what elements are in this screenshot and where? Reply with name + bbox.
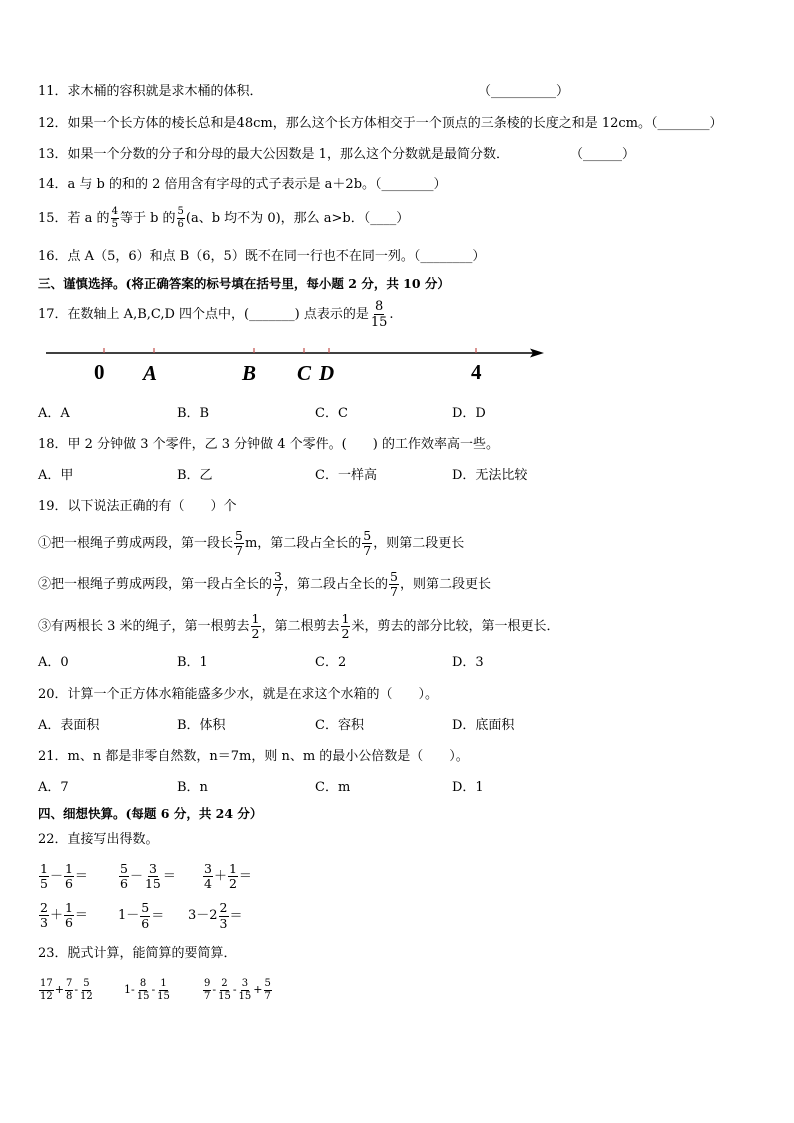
q19-statement-1: [38, 524, 464, 564]
denominator: 2: [251, 626, 260, 641]
fraction: [362, 527, 372, 558]
numerator: 2: [40, 899, 48, 915]
denominator: 7: [264, 990, 271, 1002]
question-13: [38, 147, 509, 163]
q23-expr-2: [124, 970, 172, 1010]
equals-sign: ＝: [151, 908, 165, 924]
statement-3-text-b: ，第二根剪去: [261, 619, 340, 634]
q17-option-d[interactable]: D．D: [452, 406, 486, 421]
q20-option-a[interactable]: A．表面积: [38, 718, 100, 733]
numerator: 1: [64, 860, 73, 876]
denominator: 7: [204, 990, 211, 1002]
fraction: [144, 860, 162, 891]
number-line-ticks: [104, 348, 476, 353]
fraction: [140, 902, 150, 930]
operator: +: [253, 983, 263, 996]
denominator: 12: [40, 990, 53, 1002]
q22-expr-4: [38, 896, 88, 936]
numerator: 3: [274, 568, 282, 584]
q21-option-d[interactable]: D．1: [452, 780, 484, 795]
statement-2-text-b: ，第二段占全长的: [283, 577, 388, 592]
numerator: 1: [64, 899, 73, 915]
q17-option-b[interactable]: B．B: [177, 406, 210, 421]
numerator: 5: [141, 900, 150, 915]
denominator: 15: [144, 876, 161, 891]
numerator: 1: [228, 860, 237, 876]
question-17-text: 17．在数轴上 A,B,C,D 四个点中，(_______) 点表示的是: [38, 307, 369, 322]
q19-statement-2: [38, 565, 491, 605]
denominator: 15: [370, 315, 388, 330]
numerator: 8: [374, 299, 384, 314]
denominator: 6: [177, 219, 184, 230]
fraction: [219, 902, 229, 930]
expression-prefix: 1－: [118, 908, 140, 923]
denominator: 6: [141, 915, 150, 931]
numerator: 8: [139, 977, 147, 989]
q18-option-a[interactable]: A．甲: [38, 468, 74, 483]
fraction: [228, 860, 238, 891]
fraction: [203, 860, 213, 891]
denominator: 3: [40, 915, 48, 930]
denominator: 2: [341, 626, 350, 641]
question-21: [38, 749, 469, 765]
denominator: 3: [219, 915, 228, 931]
question-11-blank-text: （__________）: [478, 84, 570, 99]
numerator: 3: [148, 860, 157, 876]
q19-option-c[interactable]: C．2: [315, 655, 347, 670]
question-12-text: 12．如果一个长方体的棱长总和是48cm，那么这个长方体相交于一个顶点的三条棱的长度之和是 12cm。（________）: [38, 116, 723, 131]
fraction: [79, 979, 94, 1002]
fraction: [238, 979, 253, 1002]
fraction: [234, 527, 244, 558]
q23-expr-1: [38, 970, 95, 1010]
q18-option-d[interactable]: D．无法比较: [452, 468, 528, 483]
denominator: 8: [65, 990, 73, 1002]
fraction: [65, 979, 73, 1002]
q18-option-b[interactable]: B．乙: [177, 468, 213, 483]
statement-2-text-c: ，则第二段更长: [399, 577, 491, 592]
operator: ＋: [213, 869, 227, 884]
fraction: [39, 899, 49, 930]
number-line-label-D: D: [319, 361, 335, 385]
denominator: 12: [80, 990, 93, 1002]
numerator: 9: [204, 977, 211, 989]
question-11: [38, 84, 263, 100]
numerator: 1: [160, 977, 167, 989]
section-3-title: [38, 276, 450, 292]
question-11-answer-blank[interactable]: [478, 84, 569, 100]
question-13-text: 13．如果一个分数的分子和分母的最大公因数是 1，那么这个分数就是最简分数．: [38, 147, 509, 162]
fraction: [64, 860, 74, 891]
denominator: 15: [238, 990, 252, 1002]
q20-option-d[interactable]: D．底面积: [452, 718, 515, 733]
q21-option-b[interactable]: B．n: [177, 780, 208, 795]
denominator: 7: [389, 584, 398, 599]
fraction: [273, 568, 283, 599]
operator: －: [129, 869, 143, 884]
question-22-text: 22．直接写出得数。: [38, 832, 159, 847]
number-line-label-4: 4: [471, 360, 482, 384]
question-18: [38, 437, 499, 453]
fraction: [370, 300, 389, 329]
q18-option-c[interactable]: C．一样高: [315, 468, 377, 483]
question-11-text: 11．求木桶的容积就是求木桶的体积．: [38, 84, 263, 99]
numerator: 2: [221, 977, 228, 989]
numerator: 5: [264, 977, 271, 989]
section-4-title-text: 四、细想快算。(每题 6 分，共 24 分）: [38, 806, 263, 821]
q21-option-a[interactable]: A．7: [38, 780, 69, 795]
expression-prefix: 3－2: [188, 908, 218, 923]
denominator: 7: [363, 543, 372, 558]
q22-expr-5: [118, 896, 164, 937]
denominator: 4: [204, 876, 212, 891]
question-19: [38, 499, 237, 515]
equals-sign: ＝: [229, 908, 243, 924]
question-15-text-c: (a、b 均不为 0)，那么 a>b．（____）: [185, 211, 410, 226]
q19-option-a[interactable]: A．0: [38, 655, 69, 670]
section-3-title-text: 三、谨慎选择。(将正确答案的标号填在括号里，每小题 2 分，共 10 分）: [38, 276, 450, 291]
denominator: 15: [136, 990, 150, 1002]
number-line-label-0: 0: [94, 360, 105, 384]
numerator: 4: [111, 206, 118, 217]
expression-prefix: 1-: [124, 983, 135, 996]
operator: －: [49, 869, 63, 884]
question-15-text-b: 等于 b 的: [119, 211, 176, 226]
denominator: 7: [274, 584, 282, 599]
section-4-title: [38, 806, 262, 822]
denominator: 6: [64, 915, 73, 930]
q20-option-b[interactable]: B．体积: [177, 718, 226, 733]
q19-option-d[interactable]: D．3: [452, 655, 484, 670]
fraction: [264, 979, 272, 1002]
fraction: [177, 207, 185, 230]
question-21-text: 21．m、n 都是非零自然数，n＝7m，则 n、m 的最小公倍数是（ ）。: [38, 749, 469, 764]
numerator: 1: [251, 610, 260, 626]
fraction: [119, 860, 129, 891]
question-20: [38, 687, 438, 703]
denominator: 15: [218, 990, 231, 1002]
q21-option-c[interactable]: C．m: [315, 780, 351, 795]
q20-option-c[interactable]: C．容积: [315, 718, 364, 733]
question-23-text: 23．脱式计算，能简算的要简算．: [38, 946, 237, 961]
equals-sign: ＝: [162, 869, 176, 884]
statement-2-text-a: ②把一根绳子剪成两段，第一段占全长的: [38, 577, 273, 592]
numerator: 2: [219, 900, 228, 915]
question-17: [38, 298, 394, 332]
denominator: 5: [111, 219, 118, 230]
denominator: 15: [157, 990, 170, 1002]
fraction: [217, 979, 232, 1002]
statement-3-text-c: 米，剪去的部分比较，第一根更长．: [351, 619, 560, 634]
denominator: 7: [235, 543, 243, 558]
operator: -: [74, 983, 79, 996]
question-18-text: 18．甲 2 分钟做 3 个零件，乙 3 分钟做 4 个零件。( ) 的工作效率高一些。: [38, 437, 499, 452]
numerator: 5: [120, 860, 128, 876]
fraction: [39, 860, 49, 891]
fraction: [251, 610, 261, 641]
fraction: [111, 207, 119, 230]
question-19-text: 19．以下说法正确的有（ ）个: [38, 499, 237, 514]
numerator: 5: [235, 527, 243, 543]
statement-1-text-a: ①把一根绳子剪成两段，第一段长: [38, 536, 234, 551]
question-17-tail: .: [389, 307, 394, 322]
number-line-label-A: A: [143, 361, 158, 385]
operator: -: [212, 983, 217, 996]
q19-option-b[interactable]: B．1: [177, 655, 208, 670]
statement-1-text-c: ，则第二段更长: [373, 536, 465, 551]
statement-1-text-b: m，第二段占全长的: [244, 536, 362, 551]
fraction: [136, 979, 151, 1002]
denominator: 2: [228, 876, 237, 891]
question-20-text: 20．计算一个正方体水箱能盛多少水，就是在求这个水箱的（ ）。: [38, 687, 439, 702]
fraction: [389, 568, 399, 599]
numerator: 5: [389, 568, 398, 584]
question-16: [38, 249, 485, 265]
equals-sign: ＝: [74, 908, 88, 923]
fraction: [156, 979, 171, 1002]
question-22: [38, 832, 159, 848]
equals-sign: ＝: [238, 869, 252, 884]
q17-option-a[interactable]: A．A: [38, 406, 70, 421]
number-line-label-C: C: [297, 361, 312, 385]
fraction: [341, 610, 351, 641]
numerator: 5: [177, 206, 184, 217]
fraction: [39, 979, 54, 1002]
denominator: 6: [120, 876, 128, 891]
question-13-blank-text: （______）: [570, 147, 636, 162]
numerator: 7: [65, 977, 73, 989]
numerator: 1: [40, 860, 48, 876]
operator: -: [151, 983, 156, 996]
numerator: 3: [241, 977, 249, 989]
q22-expr-2: [118, 857, 176, 897]
q23-expr-3: [202, 970, 273, 1010]
question-13-answer-blank[interactable]: [570, 147, 635, 163]
numerator: 1: [341, 610, 350, 626]
q19-statement-3: [38, 607, 559, 647]
q22-expr-6: [188, 896, 243, 937]
equals-sign: ＝: [74, 869, 88, 884]
number-line-label-B: B: [242, 361, 257, 385]
question-23: [38, 946, 237, 962]
q22-expr-1: [38, 857, 88, 897]
fraction: [64, 899, 74, 930]
question-14: [38, 177, 447, 193]
numerator: 17: [40, 977, 53, 989]
operator: -: [232, 983, 237, 996]
numerator: 3: [204, 860, 212, 876]
q22-expr-3: [202, 857, 252, 897]
numerator: 5: [363, 527, 372, 543]
question-16-text: 16．点 A（5，6）和点 B（6，5）既不在同一行也不在同一列。（________）: [38, 249, 486, 264]
question-15-text-a: 15．若 a 的: [38, 211, 110, 226]
question-15: [38, 206, 409, 232]
question-14-text: 14．a 与 b 的和的 2 倍用含有字母的式子表示是 a＋2b。（________）: [38, 177, 447, 192]
q17-option-c[interactable]: C．C: [315, 406, 348, 421]
operator: +: [54, 983, 64, 996]
denominator: 5: [40, 876, 48, 891]
operator: ＋: [49, 908, 63, 923]
number-line: [44, 342, 548, 362]
question-12: [38, 116, 722, 132]
fraction: [203, 979, 211, 1002]
numerator: 5: [83, 977, 90, 989]
statement-3-text-a: ③有两根长 3 米的绳子，第一根剪去: [38, 619, 250, 634]
denominator: 6: [64, 876, 73, 891]
